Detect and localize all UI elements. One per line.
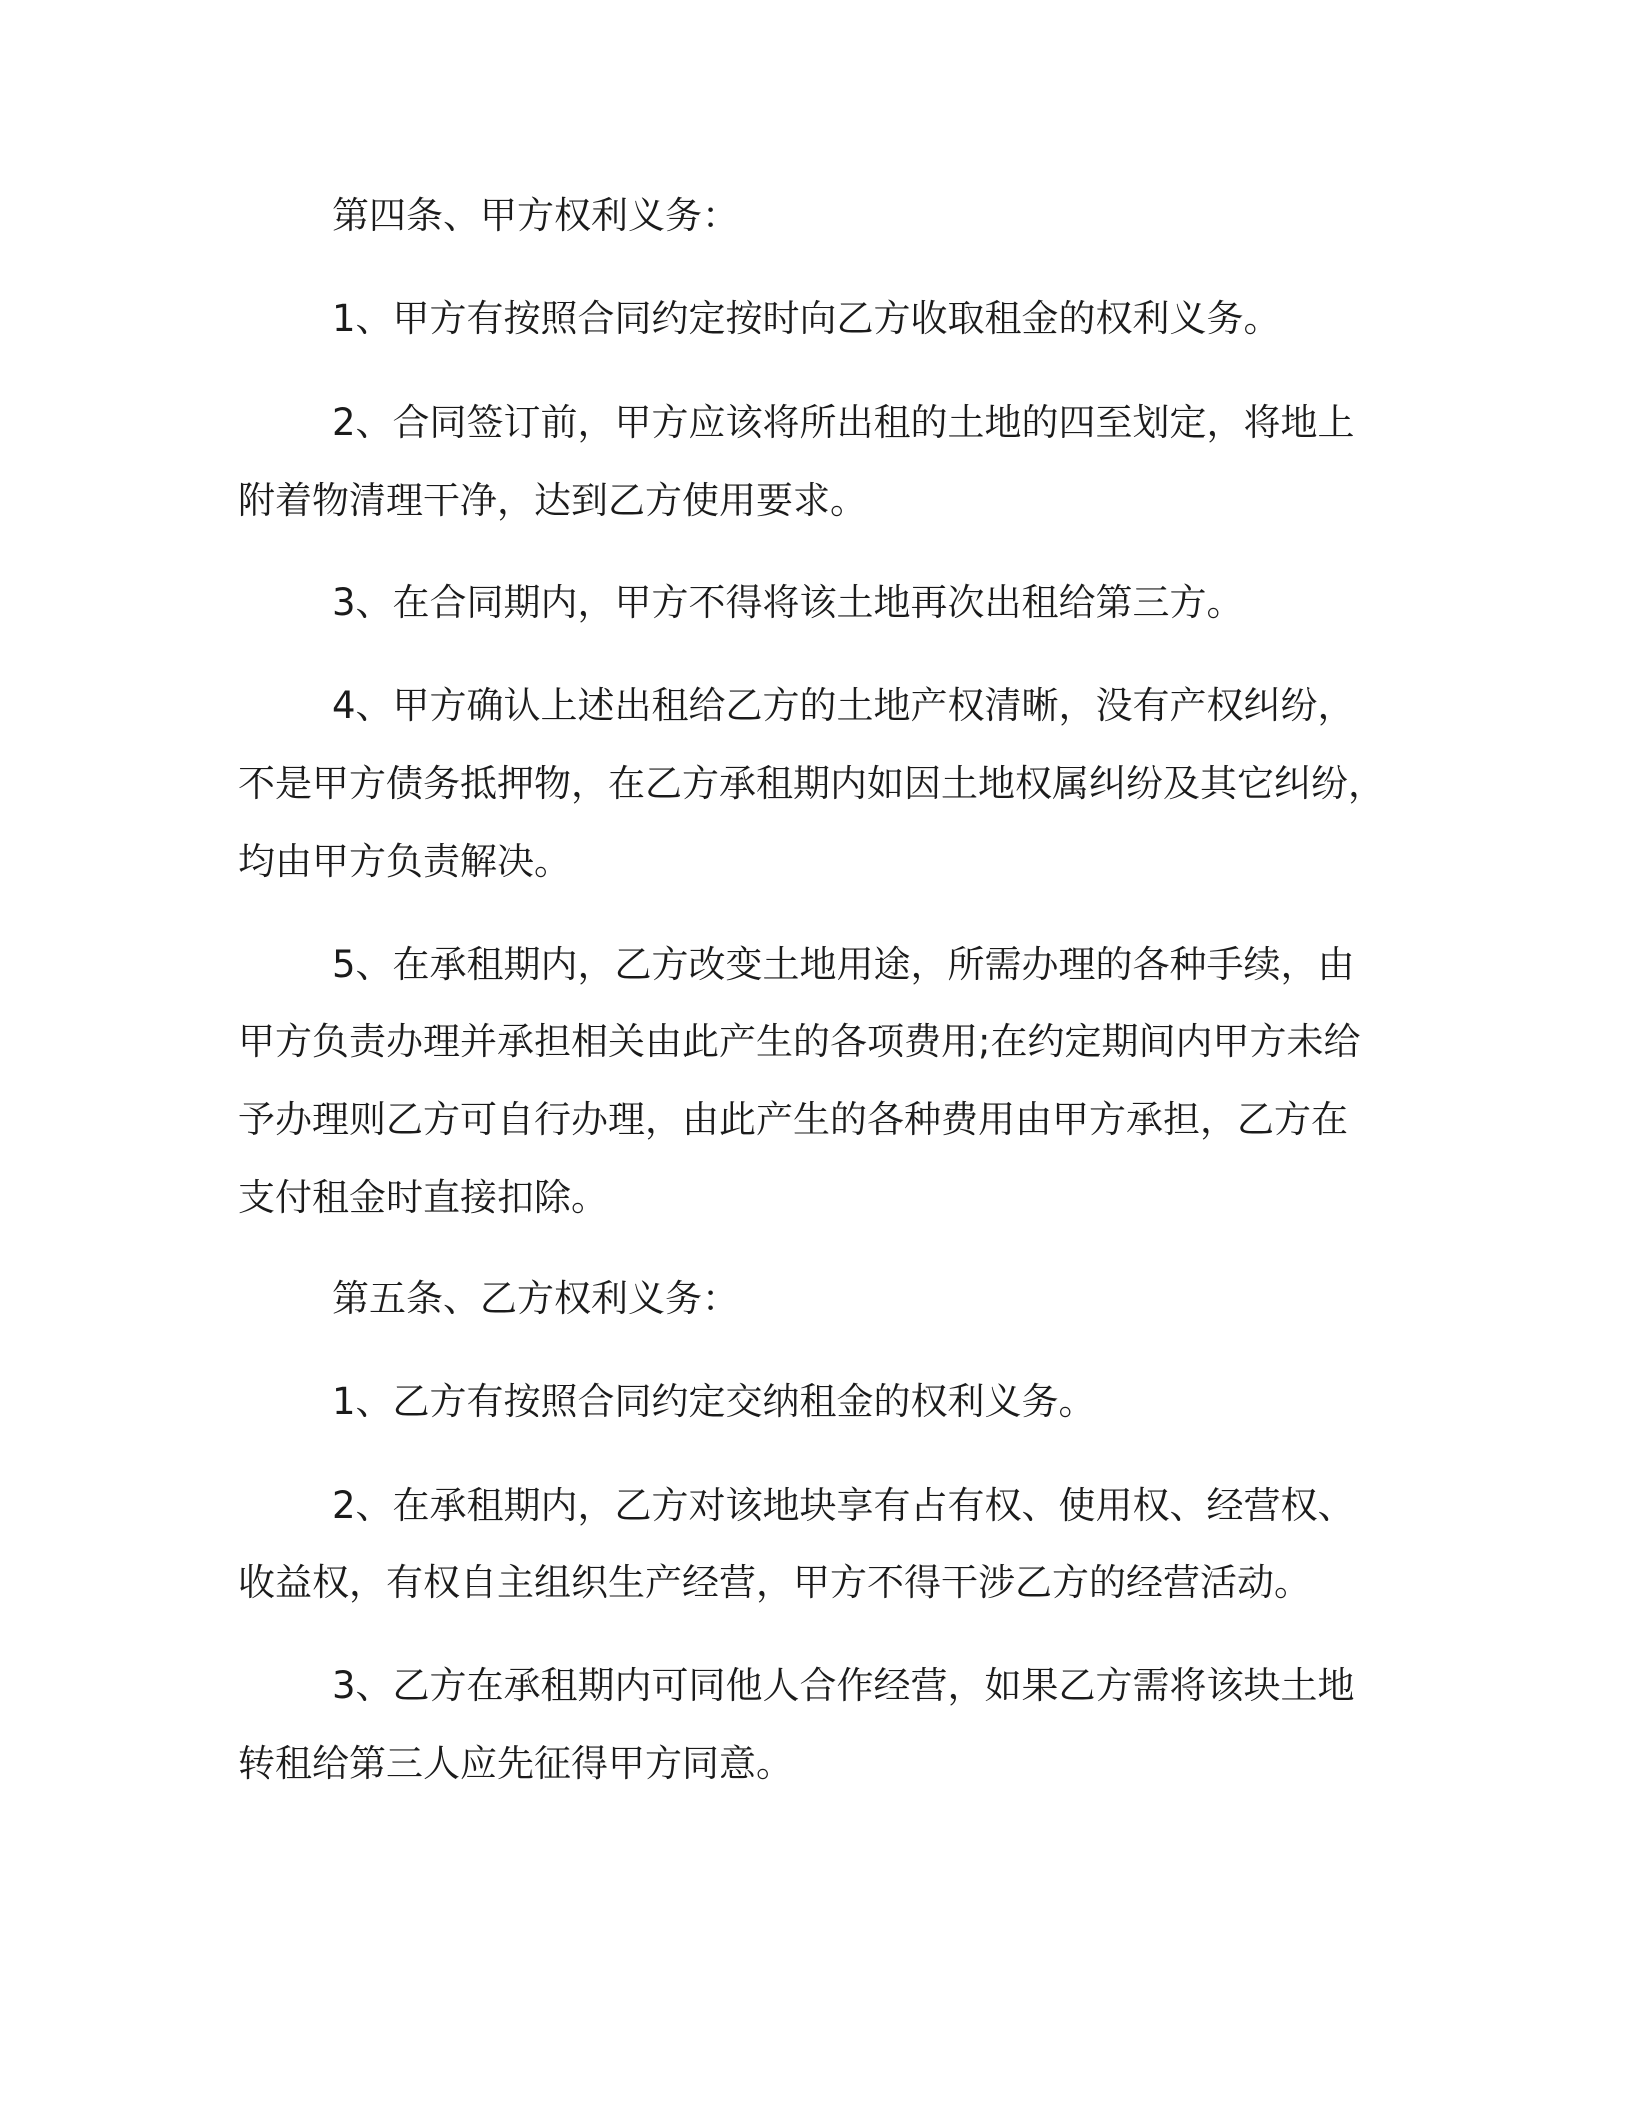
article4-heading: 第四条、甲方权利义务： (332, 194, 739, 237)
article5-item3-line1: 3、乙方在承租期内可同他人合作经营，如果乙方需将该块土地 (332, 1664, 1355, 1707)
article4-item4-line1: 4、甲方确认上述出租给乙方的土地产权清晰，没有产权纠纷， (332, 684, 1355, 727)
article4-item2-line2: 附着物清理干净，达到乙方使用要求。 (238, 479, 867, 522)
article4-item4-line3: 均由甲方负责解决。 (238, 840, 571, 883)
article5-item2-line1: 2、在承租期内，乙方对该地块享有占有权、使用权、经营权、 (332, 1484, 1355, 1527)
article4-item5-line4: 支付租金时直接扣除。 (238, 1176, 608, 1219)
article5-item1: 1、乙方有按照合同约定交纳租金的权利义务。 (332, 1380, 1096, 1423)
article4-item4-line2: 不是甲方债务抵押物，在乙方承租期内如因土地权属纠纷及其它纠纷， (238, 762, 1385, 805)
article4-item2-line1: 2、合同签订前，甲方应该将所出租的土地的四至划定，将地上 (332, 401, 1355, 444)
article5-item3-line2: 转租给第三人应先征得甲方同意。 (238, 1742, 793, 1785)
article5-item2-line2: 收益权，有权自主组织生产经营，甲方不得干涉乙方的经营活动。 (238, 1561, 1311, 1604)
article5-heading: 第五条、乙方权利义务： (332, 1277, 739, 1320)
article4-item3: 3、在合同期内，甲方不得将该土地再次出租给第三方。 (332, 581, 1244, 624)
article4-item5-line2: 甲方负责办理并承担相关由此产生的各项费用;在约定期间内甲方未给 (238, 1020, 1361, 1063)
article4-item5-line1: 5、在承租期内，乙方改变土地用途，所需办理的各种手续，由 (332, 943, 1355, 986)
article4-item5-line3: 予办理则乙方可自行办理，由此产生的各种费用由甲方承担，乙方在 (238, 1098, 1348, 1141)
article4-item1: 1、甲方有按照合同约定按时向乙方收取租金的权利义务。 (332, 297, 1281, 340)
